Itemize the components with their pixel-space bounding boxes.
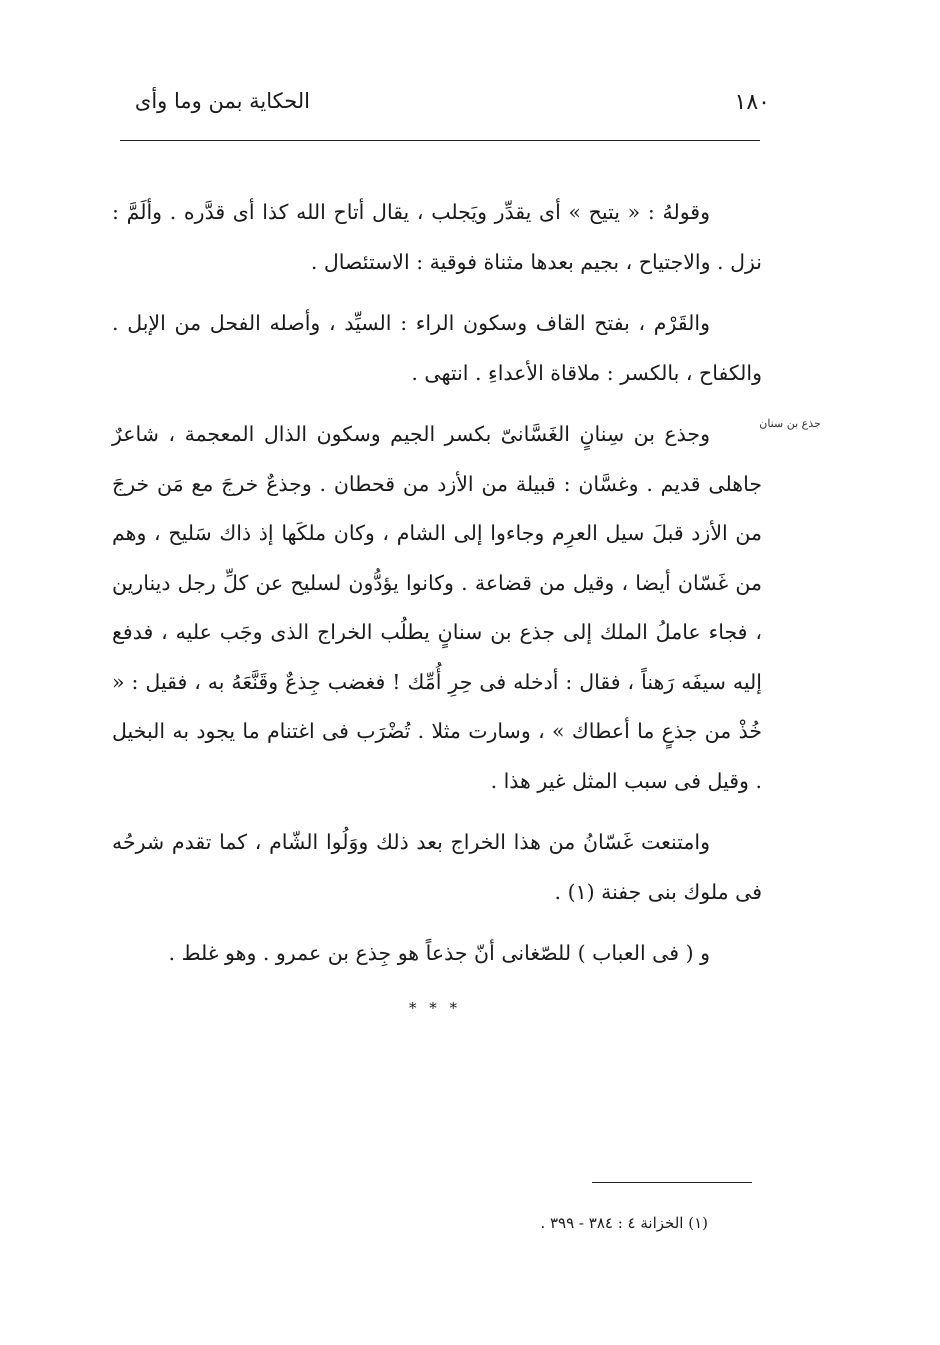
paragraph-ghassan: وامتنعت غَسّانُ من هذا الخراج بعد ذلك ووَلُوا الشّام ، كما تقدم شرحُه فى ملوك بنى جفنة (١) .	[112, 830, 762, 904]
header-divider	[120, 140, 760, 141]
body-text	[112, 188, 762, 979]
paragraph-yutih: وقولهُ : « يتيح » أى يقدِّر ويَجلب ، يقال أتاح الله كذا أى قدَّره . وألَمَّ : نزل . والاجتياح ، بجيم بعدها مثناة فوقية : الاستئصال .	[112, 200, 762, 274]
paragraph-jidh-bin-sinan: وجذع بن سِنانٍ الغَسَّانىّ بكسر الجيم وسكون الذال المعجمة ، شاعرٌ جاهلى قديم . وغسَّان : قبيلة من الأزد من قحطان . وجذعٌ خرجَ مع مَن خرجَ من الأزد قبلَ سيل العرِم وجاءوا إلى الشام ، وكان ملكَها إذ ذاك سَليح ، وهم من غَسّان أيضا ، وقيل من قضاعة . وكانوا يؤدُّون لسليح عن كلِّ رجل دينارين ، فجاء عاملُ الملك إلى جذع بن سنانٍ يطلُب الخراج الذى وجَب عليه ، فدفع إليه سيفَه رَهناً ، فقال : أدخله فى حِرِ أُمِّك ! فغضب جِذعٌ وقَنَّعَهُ به ، فقيل : « خُذْ من جذعٍ ما أعطاك » ، وسارت مثلا . تُضْرَب فى اغتنام ما يجود به البخيل . وقيل فى سبب المثل غير هذا .	[112, 422, 762, 793]
running-header-title: الحكاية بمن وما وأى	[134, 89, 310, 113]
footnote: (١) الخزانة ٤ : ٣٨٤ - ٣٩٩ .	[540, 1214, 708, 1232]
footnote-divider	[592, 1182, 752, 1183]
paragraph-qarm: والقَرْم ، بفتح القاف وسكون الراء : السيِّد ، وأصله الفحل من الإبل . والكفاح ، بالكسر : ملاقاة الأعداءِ . انتهى .	[112, 311, 762, 385]
paragraph-ubab: و ( فى العباب ) للصّغانى أنّ جذعاً هو جِذع بن عمرو . وهو غلط .	[168, 941, 710, 965]
margin-note: جذع بن سنان	[759, 417, 821, 430]
page-number: ١٨٠	[734, 90, 770, 115]
section-separator: * * *	[408, 999, 462, 1017]
